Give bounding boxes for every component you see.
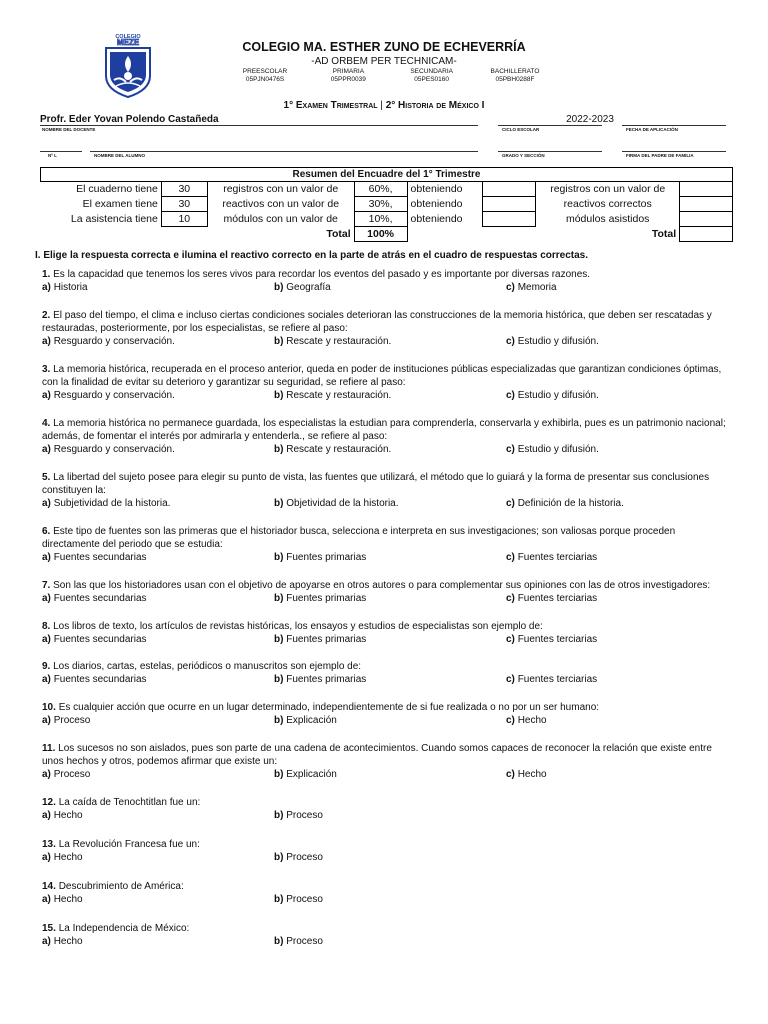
option-b[interactable] (274, 935, 323, 948)
answer-options (42, 809, 732, 822)
option-text: Explicación (286, 715, 337, 726)
option-text: Fuentes terciarias (517, 593, 598, 604)
option-text: Resguardo y conservación. (53, 336, 175, 347)
question-item (42, 620, 732, 646)
question-item (42, 268, 732, 294)
option-letter: c) (506, 715, 515, 726)
question-text (42, 525, 732, 551)
option-letter: c) (506, 444, 515, 455)
option-letter: c) (506, 336, 515, 347)
option-text: Definición de la historia. (517, 498, 624, 509)
option-text: Estudio y difusión. (517, 336, 599, 347)
question-body: Los libros de texto, los artículos de revistas históricas, los ensayos y estudios de especialistas son ejemplo de: (53, 621, 543, 632)
level-preescolar: PREESCOLAR 05PJN0476S (242, 68, 288, 83)
option-letter: c) (506, 634, 515, 645)
option-text: Fuentes primarias (286, 552, 367, 563)
option-letter: a) (42, 852, 51, 863)
option-text: Resguardo y conservación. (53, 444, 175, 455)
option-text: Hecho (53, 810, 83, 821)
option-c[interactable] (506, 592, 597, 605)
label-no: Nº L (48, 153, 57, 158)
question-text (42, 838, 732, 851)
logo-text-top: COLEGIO (115, 34, 141, 40)
option-a[interactable] (42, 893, 83, 906)
option-text: Fuentes secundarias (53, 634, 147, 645)
option-letter: b) (274, 769, 284, 780)
option-text: Hecho (53, 894, 83, 905)
option-letter: b) (274, 444, 284, 455)
question-text (42, 796, 732, 809)
option-c[interactable] (506, 714, 547, 727)
option-letter: a) (42, 282, 51, 293)
option-letter: b) (274, 336, 284, 347)
option-letter: c) (506, 282, 515, 293)
summary-result-box[interactable] (483, 197, 536, 212)
summary-desc: reactivos con un valor de (222, 198, 340, 210)
question-item (42, 742, 732, 781)
question-item (42, 660, 732, 686)
option-text: Fuentes terciarias (517, 552, 598, 563)
question-number: 3. (42, 364, 51, 375)
grade-field[interactable] (498, 151, 602, 152)
option-a[interactable] (42, 935, 83, 948)
question-body: Es cualquier acción que ocurre en un lugar determinado, independientemente de si fue realizada o no por un ser humano: (58, 702, 600, 713)
summary-count: 30 (161, 182, 207, 197)
question-text (42, 417, 732, 443)
question-number: 5. (42, 472, 51, 483)
question-body: Descubrimiento de América: (58, 881, 184, 892)
option-text: Hecho (53, 936, 83, 947)
option-letter: b) (274, 552, 284, 563)
question-item (42, 309, 732, 348)
question-item (42, 922, 732, 948)
option-letter: a) (42, 715, 51, 726)
answer-options (42, 281, 732, 294)
option-text: Fuentes primarias (286, 634, 367, 645)
option-letter: a) (42, 336, 51, 347)
option-letter: a) (42, 674, 51, 685)
option-b[interactable] (274, 673, 366, 686)
answer-options (42, 673, 732, 686)
option-text: Proceso (53, 769, 91, 780)
option-text: Proceso (286, 936, 323, 947)
option-a[interactable] (42, 281, 88, 294)
answer-options (42, 768, 732, 781)
option-letter: a) (42, 552, 51, 563)
teacher-name: Profr. Eder Yovan Polendo Castañeda (40, 114, 219, 125)
exam-title-part2: 2° Historia de México I (385, 100, 485, 111)
option-b[interactable] (274, 851, 323, 864)
school-year: 2022-2023 (566, 114, 614, 125)
question-body: Este tipo de fuentes son las primeras que el historiador busca, selecciona e interpreta en sus investigaciones; son valiosas porque proceden directamente del periodo que se estudia: (42, 526, 676, 550)
answer-options (42, 851, 732, 864)
question-body: La Independencia de México: (58, 923, 190, 934)
question-body: La memoria histórica, recuperada en el proceso anterior, queda en poder de instituciones públicas especializadas que garantizan condiciones óptimas, con la finalidad de evitar su deterioro y garantizar su seguridad, se refiere al paso: (42, 364, 722, 388)
option-letter: c) (506, 674, 515, 685)
option-c[interactable] (506, 551, 597, 564)
question-body: La libertad del sujeto posee para elegir su punto de vista, las fuentes que utilizará, el método que lo guiará y la forma de presentar sus conclusiones constituyen la: (42, 472, 710, 496)
teacher-line (40, 125, 478, 126)
summary-table (40, 167, 733, 242)
question-text (42, 268, 732, 281)
question-item (42, 525, 732, 564)
summary-total-label: Total (326, 228, 351, 240)
summary-desc: registros con un valor de (223, 183, 339, 196)
option-a[interactable] (42, 768, 90, 781)
question-item (42, 363, 732, 402)
summary-desc: módulos con un valor de (223, 213, 338, 225)
question-item (42, 471, 732, 510)
summary-final-box[interactable] (680, 212, 733, 227)
option-letter: c) (506, 593, 515, 604)
question-item (42, 417, 732, 456)
summary-total-row (41, 227, 733, 242)
question-number: 9. (42, 661, 51, 672)
option-a[interactable] (42, 633, 147, 646)
option-letter: a) (42, 810, 51, 821)
question-body: Los sucesos no son aislados, pues son parte de una cadena de acontecimientos. Cuando somos capaces de reconocer la relación que existe entre unos hechos y otros, podemos afirmar que existe un: (42, 743, 712, 767)
summary-count: 10 (161, 212, 207, 227)
question-number: 6. (42, 526, 51, 537)
option-a[interactable] (42, 851, 83, 864)
question-body: La memoria histórica no permanece guardada, los especialistas la estudian para comprenderla, conservarla y exhibirla, pues es un patrimonio nacional; además, de fomentar el interés por admirarla y entenderla., se refiere al paso: (42, 418, 726, 442)
option-c[interactable] (506, 281, 557, 294)
summary-pct: 60%, (354, 182, 407, 197)
question-item (42, 796, 732, 822)
option-text: Estudio y difusión. (517, 390, 599, 401)
option-c[interactable] (506, 389, 599, 402)
option-letter: a) (42, 936, 51, 947)
option-letter: c) (506, 498, 515, 509)
option-text: Fuentes secundarias (53, 552, 147, 563)
option-letter: b) (274, 894, 284, 905)
option-text: Rescate y restauración. (286, 336, 392, 347)
label-cycle: CICLO ESCOLAR (502, 127, 540, 132)
summary-count: 30 (161, 197, 207, 212)
summary-total-label-right: Total (651, 228, 677, 240)
summary-obt: obteniendo (410, 183, 463, 196)
answer-options (42, 714, 732, 727)
school-levels (230, 68, 550, 84)
summary-label: El cuaderno tiene (76, 183, 158, 196)
answer-options (42, 443, 732, 456)
option-b[interactable] (274, 633, 366, 646)
question-text (42, 922, 732, 935)
question-number: 2. (42, 310, 51, 321)
summary-final-box[interactable] (680, 182, 733, 197)
question-number: 4. (42, 418, 51, 429)
answer-options (42, 551, 732, 564)
summary-result-box[interactable] (483, 182, 536, 197)
option-letter: a) (42, 894, 51, 905)
question-text (42, 742, 732, 768)
exam-title (0, 100, 768, 111)
summary-pct: 30%, (354, 197, 407, 212)
option-text: Subjetividad de la historia. (53, 498, 171, 509)
option-letter: b) (274, 715, 284, 726)
school-motto: -AD ORBEM PER TECHNICAM- (311, 56, 457, 67)
question-number: 15. (42, 923, 56, 934)
instructions: I. Elige la respuesta correcta e ilumina el reactivo correcto en la parte de atrás en el cuadro de respuestas correctas. (35, 250, 589, 261)
option-letter: c) (506, 769, 515, 780)
option-a[interactable] (42, 443, 175, 456)
option-b[interactable] (274, 768, 337, 781)
option-letter: b) (274, 936, 284, 947)
option-letter: c) (506, 552, 515, 563)
option-letter: a) (42, 498, 51, 509)
question-number: 14. (42, 881, 56, 892)
option-letter: b) (274, 852, 284, 863)
option-text: Fuentes secundarias (53, 674, 147, 685)
option-c[interactable] (506, 633, 597, 646)
option-letter: b) (274, 674, 284, 685)
option-text: Proceso (286, 810, 323, 821)
option-a[interactable] (42, 551, 147, 564)
option-text: Hecho (517, 715, 547, 726)
question-text (42, 701, 732, 714)
exam-title-part1: 1° Examen Trimestral (283, 100, 378, 111)
answer-options (42, 893, 732, 906)
option-a[interactable] (42, 335, 175, 348)
option-letter: b) (274, 282, 284, 293)
option-c[interactable] (506, 768, 547, 781)
option-text: Fuentes primarias (286, 674, 367, 685)
option-a[interactable] (42, 592, 147, 605)
option-text: Fuentes terciarias (517, 634, 598, 645)
answer-options (42, 497, 732, 510)
summary-title: Resumen del Encuadre del 1° Trimestre (41, 168, 733, 182)
option-letter: c) (506, 390, 515, 401)
question-number: 12. (42, 797, 56, 808)
option-a[interactable] (42, 714, 90, 727)
option-text: Estudio y difusión. (517, 444, 599, 455)
label-student: NOMBRE DEL ALUMNO (94, 153, 145, 158)
option-text: Proceso (286, 894, 323, 905)
summary-total-value: 100% (354, 227, 407, 242)
option-letter: a) (42, 444, 51, 455)
answer-options (42, 935, 732, 948)
option-b[interactable] (274, 714, 337, 727)
option-text: Rescate y restauración. (286, 444, 392, 455)
summary-result-box[interactable] (483, 212, 536, 227)
option-text: Fuentes terciarias (517, 674, 598, 685)
question-number: 8. (42, 621, 51, 632)
question-item (42, 838, 732, 864)
question-number: 10. (42, 702, 56, 713)
label-date: FECHA DE APLICACIÓN (626, 127, 678, 132)
answer-options (42, 592, 732, 605)
option-text: Memoria (517, 282, 557, 293)
option-c[interactable] (506, 443, 599, 456)
option-b[interactable] (274, 592, 366, 605)
option-text: Hecho (53, 852, 83, 863)
option-b[interactable] (274, 443, 391, 456)
option-text: Historia (53, 282, 88, 293)
question-text (42, 880, 732, 893)
option-c[interactable] (506, 335, 599, 348)
option-a[interactable] (42, 497, 170, 510)
option-text: Geografía (286, 282, 331, 293)
question-number: 13. (42, 839, 56, 850)
question-body: Es la capacidad que tenemos los seres vivos para recordar los eventos del pasado y es importante por diversas razones. (53, 269, 591, 280)
summary-result-label: módulos asistidos (565, 213, 650, 225)
level-primaria: PRIMARIA 05PPR0039 (330, 68, 366, 83)
option-letter: a) (42, 390, 51, 401)
option-letter: b) (274, 810, 284, 821)
summary-label: La asistencia tiene (70, 213, 158, 225)
option-letter: b) (274, 593, 284, 604)
question-text (42, 363, 732, 389)
option-b[interactable] (274, 335, 391, 348)
option-letter: a) (42, 769, 51, 780)
option-letter: a) (42, 593, 51, 604)
summary-row (41, 212, 733, 227)
summary-total-box[interactable] (680, 227, 733, 242)
summary-result-label: registros con un valor de (550, 183, 666, 196)
option-b[interactable] (274, 551, 366, 564)
answer-options (42, 633, 732, 646)
option-text: Hecho (517, 769, 547, 780)
question-number: 7. (42, 580, 51, 591)
summary-label: El examen tiene (82, 198, 158, 210)
option-text: Explicación (286, 769, 337, 780)
answer-options (42, 389, 732, 402)
question-number: 11. (42, 743, 56, 754)
question-item (42, 579, 732, 605)
summary-pct: 10%, (354, 212, 407, 227)
number-field[interactable] (40, 151, 82, 152)
student-name-field[interactable] (90, 151, 478, 152)
school-name: COLEGIO MA. ESTHER ZUNO DE ECHEVERRÍA (242, 40, 526, 54)
label-parent: FIRMA DEL PADRE DE FAMILIA (626, 153, 694, 158)
question-body: Son las que los historiadores usan con el objetivo de apoyarse en otros autores o para complementar sus opiniones con las de otros investigadores: (53, 580, 711, 591)
option-a[interactable] (42, 389, 175, 402)
summary-row (41, 197, 733, 212)
option-text: Proceso (53, 715, 91, 726)
summary-row (41, 182, 733, 197)
question-body: El paso del tiempo, el clima e incluso ciertas condiciones sociales deterioran las construcciones de la memoria histórica, que deben ser rescatadas y restauradas, posteriormente, por los especialistas, se refiere al paso: (42, 310, 712, 334)
option-b[interactable] (274, 893, 323, 906)
question-body: Los diarios, cartas, estelas, periódicos o manuscritos son ejemplo de: (53, 661, 362, 672)
option-c[interactable] (506, 673, 597, 686)
option-b[interactable] (274, 497, 399, 510)
label-teacher: NOMBRE DEL DOCENTE (42, 127, 96, 132)
question-body: La caída de Tenochtitlan fue un: (58, 797, 201, 808)
summary-obt: obteniendo (410, 213, 463, 225)
option-text: Proceso (286, 852, 323, 863)
logo-text-brand: MEZE (116, 38, 140, 47)
option-b[interactable] (274, 389, 391, 402)
question-text (42, 309, 732, 335)
date-line (622, 125, 726, 126)
option-a[interactable] (42, 809, 83, 822)
label-grade: GRADO Y SECCIÓN (502, 153, 545, 158)
question-text (42, 660, 732, 673)
answer-options (42, 335, 732, 348)
question-text (42, 471, 732, 497)
option-b[interactable] (274, 281, 331, 294)
exam-title-separator: | (377, 100, 386, 111)
summary-final-box[interactable] (680, 197, 733, 212)
question-text (42, 579, 732, 592)
question-number: 1. (42, 269, 51, 280)
level-secundaria: SECUNDARIA 05PES0160 (410, 68, 453, 83)
summary-obt: obteniendo (410, 198, 463, 210)
parent-signature-field[interactable] (622, 151, 726, 152)
option-text: Fuentes primarias (286, 593, 367, 604)
option-text: Objetividad de la historia. (286, 498, 399, 509)
summary-result-label: reactivos correctos (563, 198, 652, 210)
question-item (42, 701, 732, 727)
question-text (42, 620, 732, 633)
option-letter: b) (274, 634, 284, 645)
option-letter: b) (274, 498, 284, 509)
option-c[interactable] (506, 497, 624, 510)
option-letter: a) (42, 634, 51, 645)
option-a[interactable] (42, 673, 147, 686)
question-body: La Revolución Francesa fue un: (58, 839, 200, 850)
question-item (42, 880, 732, 906)
option-text: Resguardo y conservación. (53, 390, 175, 401)
question-list (42, 268, 732, 948)
option-letter: b) (274, 390, 284, 401)
cycle-line (498, 125, 602, 126)
level-bachillerato: BACHILLERATO 05PBH0288F (490, 68, 540, 83)
option-b[interactable] (274, 809, 323, 822)
option-text: Fuentes secundarias (53, 593, 147, 604)
option-text: Rescate y restauración. (286, 390, 392, 401)
